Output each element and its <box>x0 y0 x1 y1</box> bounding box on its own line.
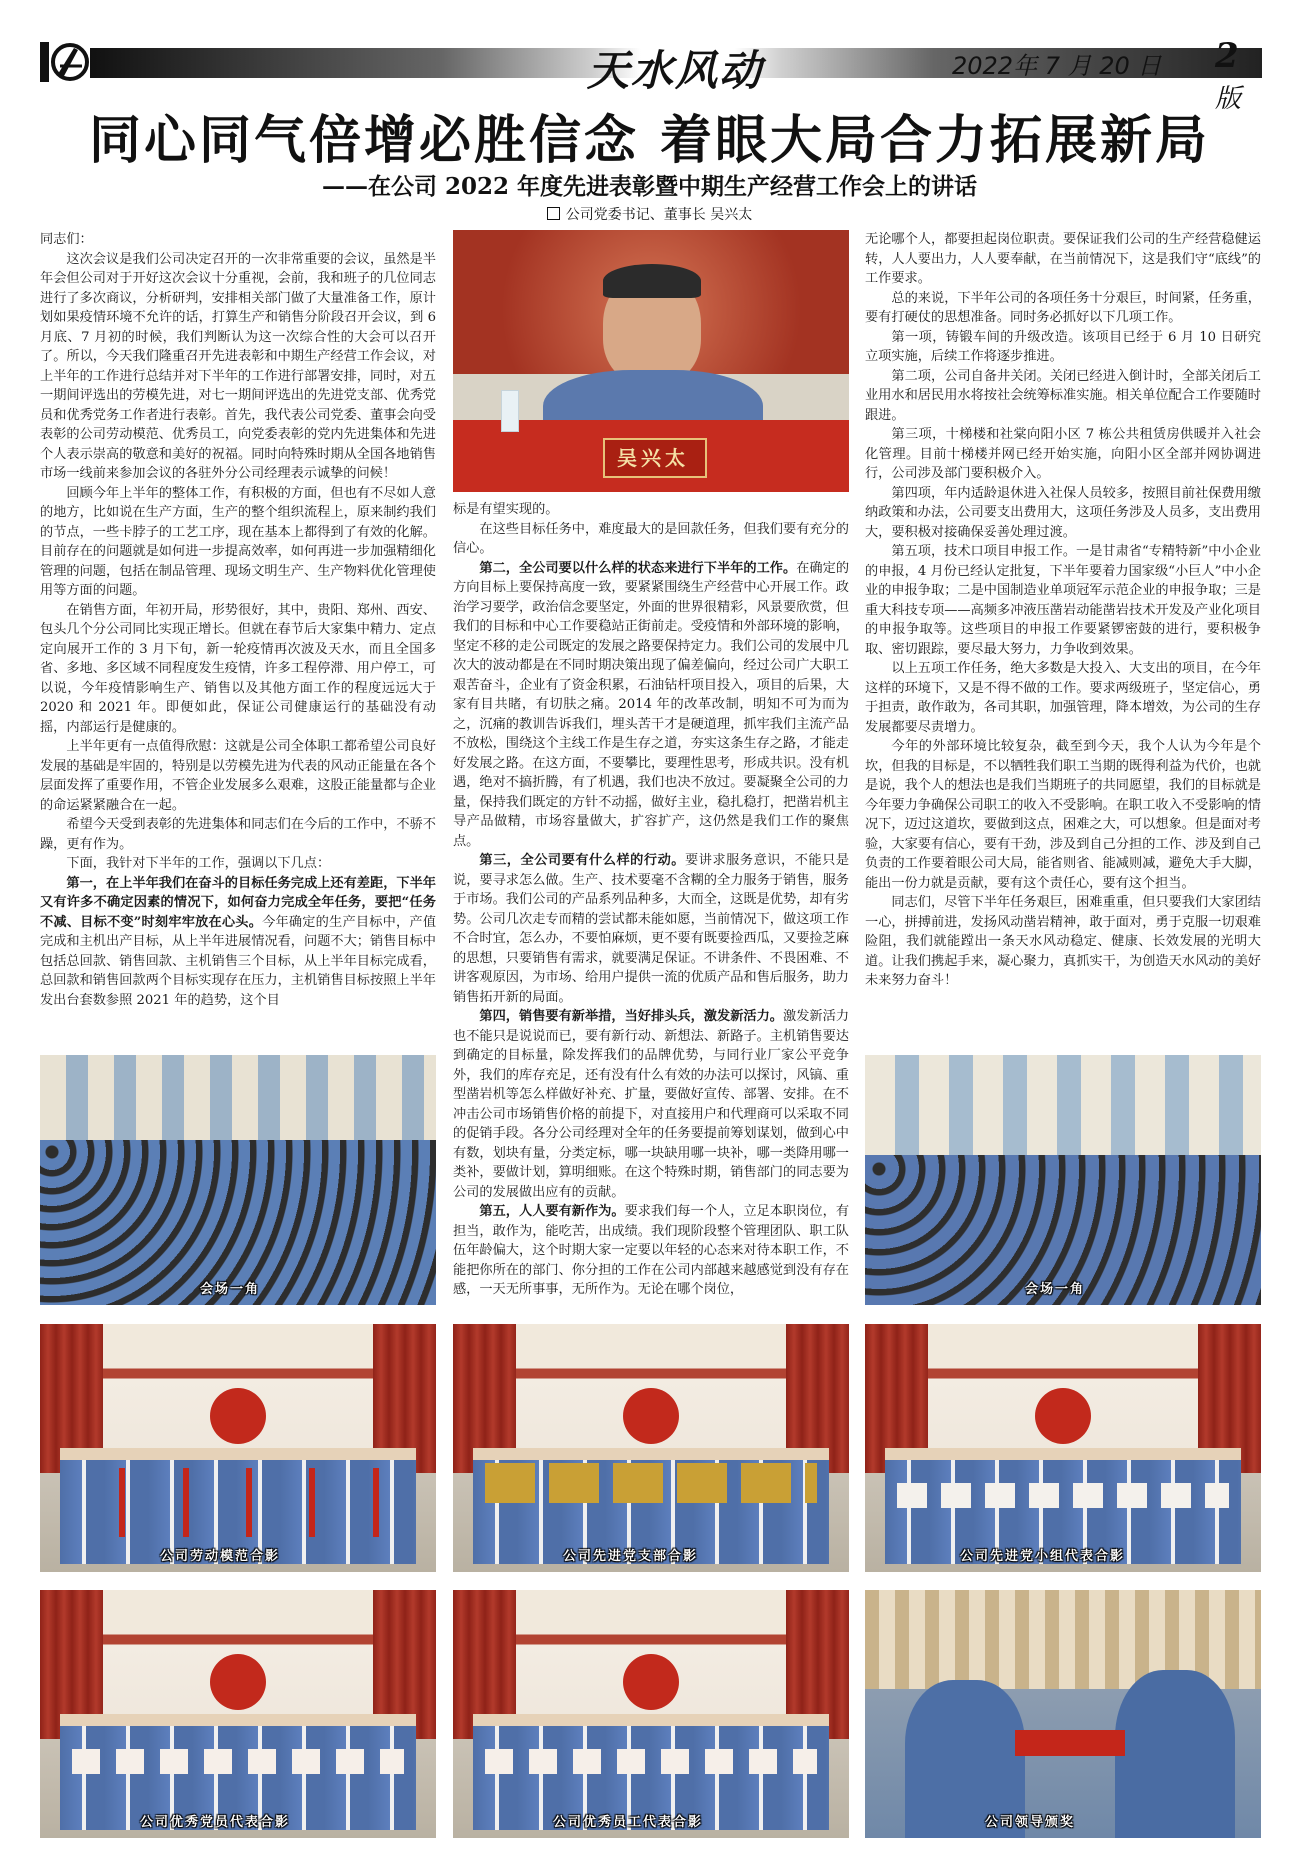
paragraph <box>865 328 1261 367</box>
paragraph <box>865 659 1261 737</box>
photo-caption: 公司领导颁奖 <box>985 1815 1076 1830</box>
paragraph-text: 以上五项工作任务，绝大多数是大投入、大支出的项目，在今年这样的环境下，又是不得不做的工作。要求两级班子，坚定信心，勇于担责，敢作敢为，各司其职，加强管理，降本增效，为公司的生存发展都要尽责增力。 <box>865 661 1261 735</box>
byline-box-icon <box>547 207 560 220</box>
paragraph-text: 同志们，尽管下半年任务艰巨，困难重重，但只要我们大家团结一心，拼搏前进，发扬风动凿岩精神，敢于面对，勇于克服一切艰难险阻，我们就能蹚出一条天水风动稳定、健康、长效发展的光明大道。让我们携起手来，凝心聚力，真抓实干，为创造天水风动的美好未来努力奋斗！ <box>865 895 1261 988</box>
paragraph-text: 要求我们每一个人，立足本职岗位，有担当，敢作为，能吃苦，出成绩。我们现阶段整个管理团队、职工队伍年龄偏大，这个时期大家一定要以年轻的心态来对待本职工作，不能把你所在的部门、你分担的工作在公司内部越来越感觉到没有存在感，一天无所事事，无所作为。无论在哪个岗位， <box>453 1204 850 1297</box>
paragraph <box>865 893 1261 991</box>
company-logo-icon <box>40 40 90 84</box>
paragraph-text: 第二项，公司自备井关闭。关闭已经进入倒计时，全部关闭后工业用水和居民用水将按社会统筹标准实施。相关单位配合工作要随时跟进。 <box>865 368 1261 423</box>
speaker-photo <box>453 230 849 492</box>
paragraph-text: 第五项，技术口项目申报工作。一是甘肃省“专精特新”中小企业的申报，4 月份已经认定批复，下半年要着力国家级“小巨人”中小企业的申报争取；二是中国制造业单项冠军示范企业的申报争取；三是重大科技专项——高频多冲液压凿岩动能凿岩技术开发及产业化项目的申报争取等。这些项目的申报工作要紧锣密鼓的进行，要积极争取、密切跟踪，要尽最大努力，力争收到效果。 <box>865 544 1261 657</box>
group-photo-employees <box>453 1590 849 1838</box>
paragraph-text: 同志们： <box>40 232 93 247</box>
paragraph <box>40 854 436 874</box>
paragraph-text: 这次会议是我们公司决定召开的一次非常重要的会议，虽然是半年会但公司对于开好这次会议十分重视，会前，我和班子的几位同志进行了多次商议，分析研判，安排相关部门做了大量准备工作，原计划如果疫情环境不允许的话，打算生产和销售分阶段召开会议，到 6 月底、7 月初的时候，我们判断认为这一次综合性的大会可以召开了。所以，今天我们隆重召开先进表彰和中期生产经营工作会议，对上半年的工作进行总结并对下半年的工作进行部署安排，同时，对五一期间评选出的劳模先进，对七一期间评选出的先进党支部、优秀党员和优秀党务工作者进行表彰。首先，我代表公司党委、董事会向受表彰的公司劳动模范、优秀员工，向党委表彰的党内先进集体和先进个人表示崇高的敬意和美好的祝福。同时向特殊时期从全国各地销售市场一线前来参加会议的各驻外分公司经理表示诚挚的问候！ <box>40 251 436 481</box>
masthead <box>40 36 1262 114</box>
paragraph <box>453 520 849 559</box>
party-emblem-icon <box>1035 1388 1091 1444</box>
paragraph-lead: 第五，人人要有新作为。 <box>479 1204 625 1219</box>
paragraph <box>865 484 1261 543</box>
page-number-value: 2 <box>1215 36 1239 76</box>
paragraph <box>453 1007 849 1202</box>
paragraph <box>865 737 1261 893</box>
paragraph <box>865 367 1261 426</box>
photo-caption: 公司优秀党员代表合影 <box>140 1815 291 1830</box>
photo-caption: 公司先进党小组代表合影 <box>960 1549 1126 1564</box>
paragraph <box>865 230 1261 289</box>
paragraph-text: 今年的外部环境比较复杂，截至到今天，我个人认为今年是个坎，但我的目标是，不以牺牲我们职工当期的既得利益为代价，也就是说，我个人的想法也是我们当期班子的共同愿望，我们的目标就是今年要力争确保公司职工的收入不受影响。在职工收入不受影响的情况下，迈过这道坎，要做到这点，困难之大，可以想象。但是面对考验，大家要有信心，要有干劲，涉及到自己分担的工作、涉及到自己负责的工作要着眼公司大局，能省则省、能减则减，避免大手大脚，能出一份力就是贡献，要有这个责任心，要有这个担当。 <box>865 739 1261 891</box>
party-emblem-icon <box>623 1654 679 1710</box>
paragraph <box>865 542 1261 659</box>
paragraph <box>453 500 849 520</box>
party-emblem-icon <box>623 1388 679 1444</box>
paragraph-text: 在销售方面，年初开局，形势很好，其中，贵阳、郑州、西安、包头几个分公司同比实现正增长。但就在春节后大家集中精力、定点定向展开工作的 3 月下旬，新一轮疫情再次波及天水，而且全国多省、多地、多区域不同程度发生疫情，许多工程停滞、用户停工，可以说，今年疫情影响生产、销售以及其他方面工作的程度远远大于 2020 和 2021 年。即便如此，保证公司健康运行的基础没有动摇，内部运行是健康的。 <box>40 602 436 735</box>
group-photo-party-branch <box>453 1324 849 1572</box>
group-photo-labor-models <box>40 1324 436 1572</box>
paragraph <box>865 425 1261 484</box>
photo-caption: 公司优秀员工代表合影 <box>553 1815 704 1830</box>
paragraph-text: 上半年更有一点值得欣慰：这就是公司全体职工都希望公司良好发展的基础是牢固的，特别是以劳模先进为代表的风动正能量在各个层面发挥了重要作用，不管企业发展多么艰难，这股正能量都与企业的命运紧紧融合在一起。 <box>40 739 436 813</box>
photo-caption: 会场一角 <box>200 1282 261 1297</box>
paragraph-lead: 第三，全公司要有什么样的行动。 <box>479 853 686 868</box>
paragraph-lead: 第四，销售要有新举措，当好排头兵，激发新活力。 <box>479 1009 784 1024</box>
party-emblem-icon <box>210 1388 266 1444</box>
paragraph-text: 要讲求服务意识，不能只是说，要寻求怎么做。生产、技术要毫不含糊的全力服务于销售，服务于市场。我们公司的产品系列品种多，大而全，这既是优势，却有劣势。公司几次走专而精的尝试都未能如愿，当前情况下，做这项工作不合时宜，怎么办，不要怕麻烦，更不要有既要捡西瓜，又要捡芝麻的思想，只要销售有需求，就要满足保证。不讲条件、不畏困难、不讲客观原因，为市场、给用户提供一流的优质产品和售后服务，助力销售拓开新的局面。 <box>453 853 850 1005</box>
photo-caption: 会场一角 <box>1025 1282 1086 1297</box>
byline-text: 公司党委书记、董事长 吴兴太 <box>565 207 753 223</box>
article-column-1 <box>40 230 436 1035</box>
group-photo-party-group <box>865 1324 1261 1572</box>
paragraph-text: 今年确定的生产目标中，产值完成和主机出产目标，从上半年进展情况看，问题不大；销售目标中包括总回款、销售回款、主机销售三个目标，从上半年目标完成看，总回款和销售回款两个目标实现存在压力，主机销售目标按照上半年发出台套数参照 2021 年的趋势，这个目 <box>40 914 437 1008</box>
paragraph-lead: 第一，在上半年我们在奋斗的目标任务完成上还有差距，下半年又有许多不确定因素的情况下，如何奋力完成全年任务，要把“任务不减、目标不变”时刻牢牢放在心头。 <box>40 875 436 930</box>
paragraph-text: 总的来说，下半年公司的各项任务十分艰巨，时间紧，任务重，要有打硬仗的思想准备。同时务必抓好以下几项工作。 <box>865 290 1261 325</box>
paragraph-text: 第四项，年内适龄退休进入社保人员较多，按照目前社保费用缴纳政策和办法，公司要支出费用大，这项任务涉及人员多，支出费用大，要积极对接确保妥善处理过渡。 <box>865 485 1261 540</box>
issue-date: 2022年 7 月 20 日 <box>952 52 1162 80</box>
paragraph <box>453 851 849 1007</box>
paragraph-text: 第一项，铸锻车间的升级改造。该项目已经于 6 月 10 日研究立项实施，后续工作将逐步推进。 <box>865 329 1261 364</box>
party-emblem-icon <box>210 1654 266 1710</box>
paragraph-text: 激发新活力也不能只是说说而已，要有新行动、新想法、新路子。主机销售要达到确定的目标量，除发挥我们的品牌优势，与同行业厂家公平竞争外，我们的库存充足，还有没有什么有效的办法可以探讨，风镐、重型凿岩机等怎么样做好补充、扩量，要做好宣传、部署、安排。在不冲击公司市场销售价格的前提下，对直接用户和代理商可以采取不同的促销手段。各分公司经理对全年的任务要提前筹划谋划，做到心中有数，划块有量，分类定标，哪一块缺用哪一块补，哪一类降用哪一类补，要做计划，算明细账。在这个特殊时期，销售部门的同志要为公司的发展做出应有的贡献。 <box>453 1009 850 1200</box>
paragraph <box>453 559 849 852</box>
paragraph <box>453 1202 849 1300</box>
paragraph <box>40 484 436 601</box>
paragraph-text: 在确定的方向目标上要保持高度一致，要紧紧围绕生产经营中心开展工作。政治学习要学，政治信念要坚定，外面的世界很精彩，风景要欣赏，但我们的目标和中心工作要稳站正街前走。受疫情和外部环境的影响，坚定不移的走公司既定的发展之路要保持定力。我们公司的发展中几次大的波动都是在不同时期决策出现了偏差偏向，经过公司广大职工艰苦奋斗，企业有了资金积累，石油钻杆项目投入，项目的后果，大家有目共睹，有切肤之痛。2014 年的改革改制，明知不可为而为之，沉痛的教训告诉我们，埋头苦干才是硬道理，抓牢我们主流产品不放松，围绕这个主线工作是生存之道，夯实这条生存之路，才能走好发展之路。在这方面，不要攀比，要理性思考，形成共识。没有机遇，绝对不搞折腾，有了机遇，我们也决不放过。要凝聚全公司的力量，保持我们既定的方针不动摇，做好主业，稳扎稳打，把凿岩机主导产品做精，市场容量做大，扩容扩产，这仍然是我们工作的聚焦点。 <box>453 560 850 849</box>
article-title: 同心同气倍增必胜信念 着眼大局合力拓展新局 <box>88 110 1211 171</box>
paragraph-lead: 第二，全公司要以什么样的状态来进行下半年的工作。 <box>479 560 797 576</box>
article-byline <box>0 204 1299 224</box>
meeting-hall-photo-left <box>40 1055 436 1305</box>
paragraph-text: 回顾今年上半年的整体工作，有积极的方面，但也有不尽如人意的地方，比如说在生产方面，生产的整个组织流程上，原来制约我们的节点，一些卡脖子的工艺工序，现在基本上都得到了有效的化解。目前存在的问题就是如何进一步提高效率，如何再进一步加强精细化管理的问题，包括在制品管理、现场文明生产、生产物料优化管理使用等方面的问题。 <box>40 485 436 598</box>
paragraph <box>40 250 436 484</box>
photo-caption: 公司劳动模范合影 <box>160 1549 281 1564</box>
article-column-3 <box>865 230 1261 1050</box>
page-suffix: 版 <box>1215 84 1242 114</box>
paragraph-text: 无论哪个人，都要担起岗位职责。要保证我们公司的生产经营稳健运转，人人要出力，人人要奉献，在当前情况下，这是我们守“底线”的工作要求。 <box>865 232 1261 286</box>
article-subtitle: ——在公司 2022 年度先进表彰暨中期生产经营工作会上的讲话 <box>321 173 978 200</box>
meeting-hall-photo-right <box>865 1055 1261 1305</box>
paragraph-text: 下面，我针对下半年的工作，强调以下几点： <box>66 856 331 871</box>
paragraph <box>865 289 1261 328</box>
paragraph <box>40 737 436 815</box>
paper-name: 天水风动 <box>586 46 763 95</box>
paragraph <box>40 601 436 738</box>
paragraph <box>40 874 436 1011</box>
photo-caption: 公司先进党支部合影 <box>563 1549 699 1564</box>
paragraph-text: 希望今天受到表彰的先进集体和同志们在今后的工作中，不骄不躁，更有作为。 <box>40 817 436 852</box>
group-photo-party-members <box>40 1590 436 1838</box>
paragraph-text: 在这些目标任务中，难度最大的是回款任务，但我们要有充分的信心。 <box>453 521 849 556</box>
paragraph <box>40 815 436 854</box>
speaker-nameplate: 吴兴太 <box>617 446 689 470</box>
article-column-2 <box>453 500 850 1297</box>
paragraph-text: 标是有望实现的。 <box>453 502 559 517</box>
award-ceremony-photo <box>865 1590 1261 1838</box>
paragraph <box>40 230 436 250</box>
paragraph-text: 第三项，十梯楼和社棠向阳小区 7 栋公共租赁房供暖并入社会化管理。目前十梯楼并网已经开始实施，向阳小区全部并网协调进行，公司涉及部门要积极介入。 <box>865 427 1261 481</box>
